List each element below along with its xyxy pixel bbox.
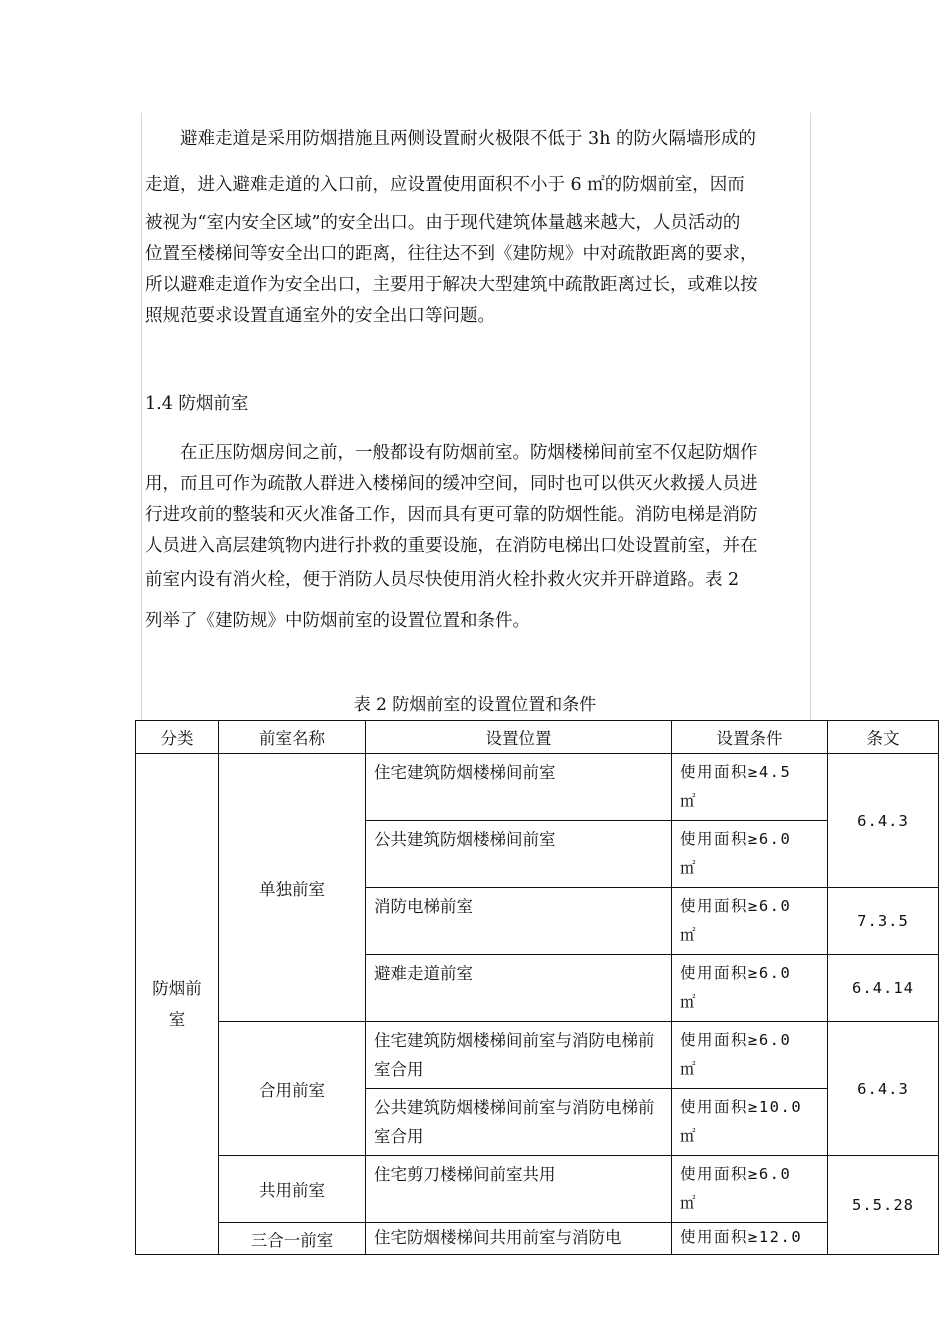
condition-cell: 使用面积≥10.0 ㎡: [672, 1089, 828, 1156]
location-cell: 公共建筑防烟楼梯间前室与消防电梯前室合用: [366, 1089, 672, 1156]
header-condition: 设置条件: [672, 721, 828, 754]
condition-cell: 使用面积≥6.0 ㎡: [672, 955, 828, 1022]
header-lobby-name: 前室名称: [219, 721, 366, 754]
paragraph-2-line: 人员进入高层建筑物内进行扑救的重要设施，在消防电梯出口处设置前室，并在: [145, 536, 758, 556]
location-cell: 消防电梯前室: [366, 888, 672, 955]
smoke-lobby-table: [135, 720, 939, 1255]
category-cell: 防烟前室: [136, 754, 219, 1255]
header-category: 分类: [136, 721, 219, 754]
paragraph-2-line: 列举了《建防规》中防烟前室的设置位置和条件。: [145, 611, 530, 631]
table-header-row: [136, 721, 939, 754]
paragraph-2-line: 行进攻前的整装和灭火准备工作，因而具有更可靠的防烟性能。消防电梯是消防: [145, 505, 758, 525]
paragraph-2-line: 在正压防烟房间之前，一般都设有防烟前室。防烟楼梯间前室不仅起防烟作: [180, 443, 758, 463]
paragraph-2: [145, 438, 810, 637]
paragraph-1-line: 走道，进入避难走道的入口前，应设置使用面积不小于 6 ㎡的防烟前室，因而: [145, 175, 745, 195]
location-cell: 公共建筑防烟楼梯间前室: [366, 821, 672, 888]
article-cell: 7.3.5: [828, 888, 939, 955]
table-row: [136, 1022, 939, 1089]
header-article: 条文: [828, 721, 939, 754]
table-row: [136, 754, 939, 821]
condition-cell: 使用面积≥6.0 ㎡: [672, 1022, 828, 1089]
location-cell: 住宅剪刀楼梯间前室共用: [366, 1156, 672, 1223]
header-location: 设置位置: [366, 721, 672, 754]
condition-cell: 使用面积≥6.0 ㎡: [672, 821, 828, 888]
condition-cell: 使用面积≥12.0: [672, 1223, 828, 1255]
table-row: [136, 1223, 939, 1255]
paragraph-1: [145, 121, 810, 332]
article-cell: 6.4.3: [828, 754, 939, 888]
paragraph-2-line: 前室内设有消火栓，便于消防人员尽快使用消火栓扑救火灾并开辟道路。表 2: [145, 570, 740, 590]
paragraph-2-line: 用，而且可作为疏散人群进入楼梯间的缓冲空间，同时也可以供灭火救援人员进: [145, 474, 758, 494]
article-cell: 6.4.14: [828, 955, 939, 1022]
condition-cell: 使用面积≥6.0 ㎡: [672, 888, 828, 955]
location-cell: 住宅防烟楼梯间共用前室与消防电: [366, 1223, 672, 1255]
condition-cell: 使用面积≥4.5 ㎡: [672, 754, 828, 821]
location-cell: 住宅建筑防烟楼梯间前室: [366, 754, 672, 821]
article-cell: 6.4.3: [828, 1022, 939, 1156]
group-combined: 合用前室: [219, 1022, 366, 1156]
paragraph-1-line: 照规范要求设置直通室外的安全出口等问题。: [145, 306, 495, 326]
group-three-in-one: 三合一前室: [219, 1223, 366, 1255]
article-cell: 5.5.28: [828, 1156, 939, 1255]
paragraph-1-line: 被视为“室内安全区域”的安全出口。由于现代建筑体量越来越大，人员活动的: [145, 213, 741, 233]
section-heading: 1.4 防烟前室: [145, 394, 249, 414]
group-shared: 共用前室: [219, 1156, 366, 1223]
paragraph-1-line: 所以避难走道作为安全出口，主要用于解决大型建筑中疏散距离过长，或难以按: [145, 275, 758, 295]
paragraph-1-line: 位置至楼梯间等安全出口的距离，往往达不到《建防规》中对疏散距离的要求，: [145, 244, 758, 264]
condition-cell: 使用面积≥6.0 ㎡: [672, 1156, 828, 1223]
table-row: [136, 1156, 939, 1223]
paragraph-1-line: 避难走道是采用防烟措施且两侧设置耐火极限不低于 3h 的防火隔墙形成的: [180, 129, 757, 149]
group-single: 单独前室: [219, 754, 366, 1022]
table-caption: 表 2 防烟前室的设置位置和条件: [353, 695, 597, 715]
location-cell: 住宅建筑防烟楼梯间前室与消防电梯前室合用: [366, 1022, 672, 1089]
location-cell: 避难走道前室: [366, 955, 672, 1022]
